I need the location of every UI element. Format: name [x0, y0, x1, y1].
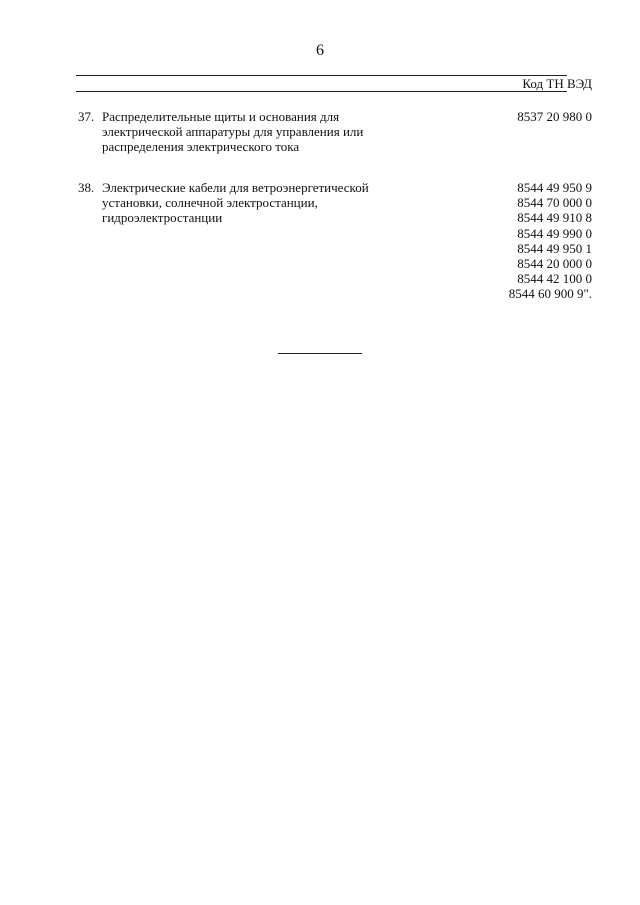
description-line: Электрические кабели для ветроэнергетической — [102, 180, 369, 195]
table-header — [76, 76, 592, 91]
tn-ved-code: 8544 49 990 0 — [517, 225, 592, 241]
row-codes — [416, 180, 592, 302]
row-number: 37. — [78, 109, 95, 124]
tn-ved-code: 8544 70 000 0 — [517, 195, 592, 211]
description-line: установки, солнечной электростанции, — [102, 195, 318, 210]
end-separator-rule — [278, 353, 362, 354]
tn-ved-code: 8544 42 100 0 — [517, 271, 592, 287]
row-description — [102, 109, 392, 154]
tn-ved-code: 8544 20 000 0 — [517, 256, 592, 272]
row-codes — [416, 109, 592, 124]
description-line: электрической аппаратуры для управления или — [102, 124, 364, 139]
code-column-header: Код ТН ВЭД — [522, 76, 592, 91]
row-description — [102, 180, 392, 225]
tn-ved-code: 8544 60 900 9". — [508, 286, 592, 302]
page-number: 6 — [316, 42, 324, 59]
tn-ved-code: 8544 49 950 9 — [517, 180, 592, 195]
tn-ved-code: 8537 20 980 0 — [517, 109, 592, 124]
description-line: распределения электрического тока — [102, 139, 300, 154]
row-number: 38. — [78, 180, 95, 195]
tn-ved-code: 8544 49 950 1 — [517, 240, 592, 256]
tn-ved-code: 8544 49 910 8 — [517, 210, 592, 226]
description-line: гидроэлектростанции — [102, 210, 223, 225]
table-header-rule — [76, 91, 567, 92]
description-line: Распределительные щиты и основания для — [102, 109, 340, 124]
